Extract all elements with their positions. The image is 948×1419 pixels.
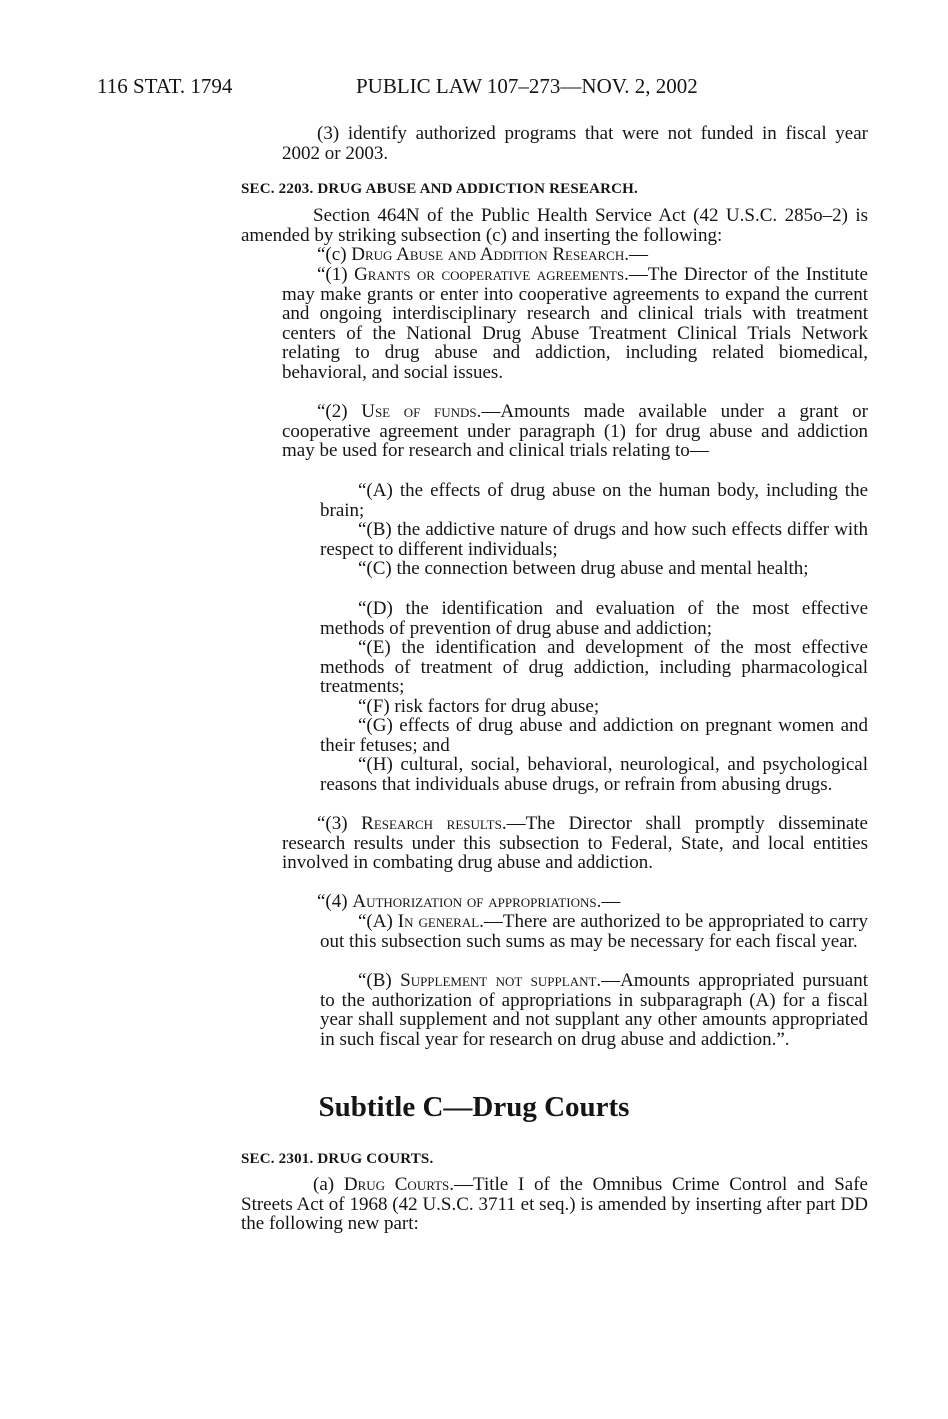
subtitle-heading: Subtitle C—Drug Courts	[318, 1091, 630, 1123]
paragraph-4-caption: Authorization of appropriations	[352, 891, 597, 912]
paragraph-3-text: .—The Director shall promptly disseminate research results under this subsection to Federal, State, and local entities involved in combating drug abuse and addiction.	[282, 813, 868, 874]
paragraph-2	[282, 402, 868, 461]
subparagraph-4b	[320, 971, 868, 1049]
subparagraph-4a-text: .—There are authorized to be appropriated to carry out this subsection such sums as may be necessary for each fiscal year.	[320, 911, 868, 952]
paragraph-3-continuation: (3) identify authorized programs that were not funded in fiscal year 2002 or 2003.	[282, 123, 868, 164]
paragraph-3-prefix: “(3)	[317, 813, 362, 834]
subsection-c-title: Drug Abuse and Addition Research	[351, 244, 625, 265]
subparagraph-f: “(F) risk factors for drug abuse;	[358, 696, 600, 717]
subparagraph-e: “(E) the identification and development of the most effective methods of treatment of drug addiction, including pharmacological treatments;	[320, 637, 868, 698]
paragraph-2-text: .—Amounts made available under a grant or cooperative agreement under paragraph (1) for drug abuse and addiction may be used for research and clinical trials relating to—	[282, 401, 868, 462]
subparagraph-4a-prefix: “(A)	[358, 911, 398, 932]
section-2203-heading: SEC. 2203. DRUG ABUSE AND ADDICTION RESEARCH.	[241, 181, 638, 197]
section-2301-subsection-a	[241, 1175, 868, 1234]
subsection-c-prefix: “(c)	[317, 244, 352, 265]
paragraph-3	[282, 814, 868, 873]
paragraph-2-caption: Use of funds	[361, 401, 477, 422]
paragraph-1-caption: Grants or cooperative agreements	[354, 264, 625, 285]
paragraph-1-prefix: “(1)	[317, 264, 355, 285]
subsection-a-prefix: (a)	[313, 1174, 344, 1195]
running-header: PUBLIC LAW 107–273—NOV. 2, 2002	[356, 74, 698, 98]
subparagraph-4b-caption: Supplement not supplant	[400, 970, 597, 991]
subparagraph-4a-caption: In general	[397, 911, 480, 932]
paragraph-1-text: .—The Director of the Institute may make grants or enter into cooperative agreements to expand the current and ongoing interdisciplinary research and clinical trials with treatment centers of the National Drug Abuse Treatment Clinical Trials Network relating to drug abuse and addiction, including related biomedical, behavioral, and social issues.	[282, 264, 868, 383]
paragraph-4-prefix: “(4)	[317, 891, 353, 912]
paragraph-4-dash: .—	[596, 891, 621, 912]
subparagraph-4a	[320, 912, 868, 951]
stat-reference: 116 STAT. 1794	[97, 74, 233, 98]
subparagraph-d: “(D) the identification and evaluation of the most effective methods of prevention of drug abuse and addiction;	[320, 598, 868, 639]
subparagraph-4b-text: .—Amounts appropriated pursuant to the authorization of appropriations in subparagraph (A) for a fiscal year shall supplement and not supplant any other amounts appropriated in such fiscal year for research on drug abuse and addiction.”.	[320, 970, 868, 1050]
subsection-c-dash: .—	[624, 244, 648, 265]
paragraph-3-caption: Research results	[361, 813, 502, 834]
subsection-a-text: .—Title I of the Omnibus Crime Control and Safe Streets Act of 1968 (42 U.S.C. 3711 et seq.) is amended by inserting after part DD the following new part:	[241, 1174, 868, 1235]
subparagraph-h: “(H) cultural, social, behavioral, neurological, and psychological reasons that individuals abuse drugs, or refrain from abusing drugs.	[320, 754, 868, 795]
paragraph-2-prefix: “(2)	[317, 401, 362, 422]
paragraph-1	[282, 265, 868, 383]
subsection-a-caption: Drug Courts	[343, 1174, 450, 1195]
subparagraph-a: “(A) the effects of drug abuse on the human body, including the brain;	[320, 480, 868, 521]
subparagraph-4b-prefix: “(B)	[358, 970, 401, 991]
subparagraph-c: “(C) the connection between drug abuse and mental health;	[358, 558, 809, 579]
paragraph-4	[282, 892, 868, 912]
subsection-c-caption	[282, 245, 868, 265]
subparagraph-b: “(B) the addictive nature of drugs and how such effects differ with respect to different individuals;	[320, 519, 868, 560]
subparagraph-g: “(G) effects of drug abuse and addiction on pregnant women and their fetuses; and	[320, 715, 868, 756]
section-2203-intro: Section 464N of the Public Health Service Act (42 U.S.C. 285o–2) is amended by striking subsection (c) and inserting the following:	[241, 205, 868, 246]
section-2301-heading: SEC. 2301. DRUG COURTS.	[241, 1151, 434, 1167]
